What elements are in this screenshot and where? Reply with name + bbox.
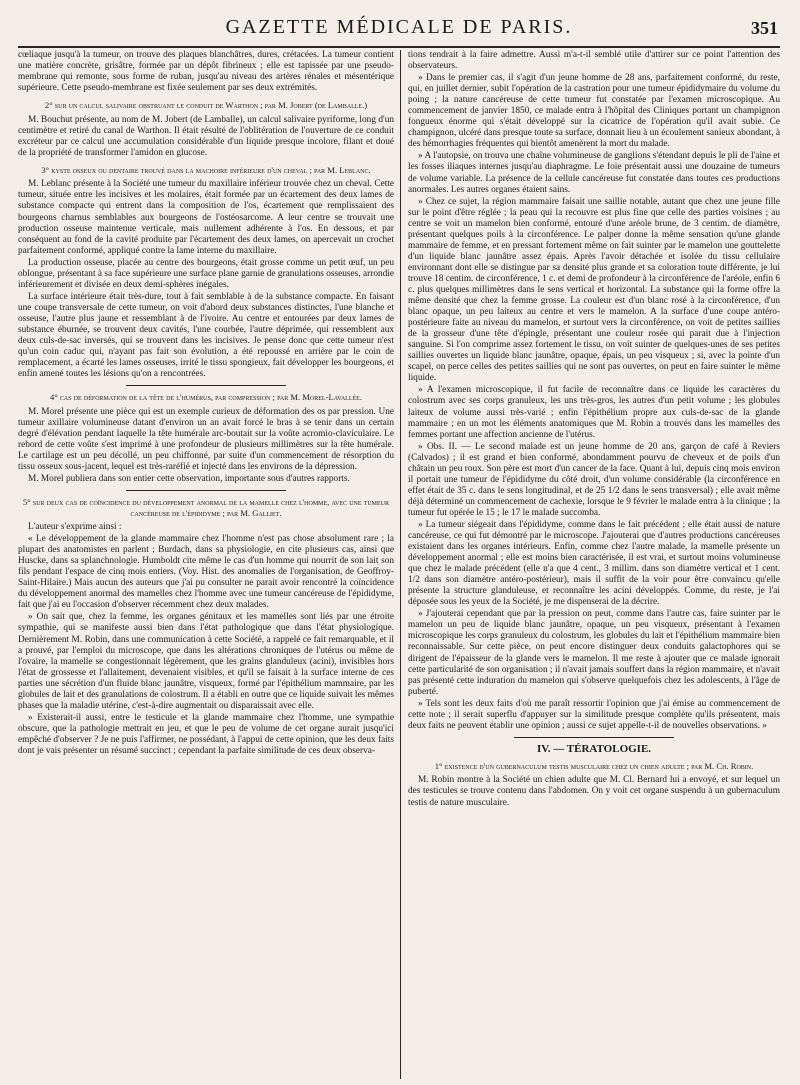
section-divider: [126, 490, 286, 491]
paragraph: » A l'autopsie, on trouva une chaîne volumineuse de ganglions s'étendant depuis le pli de l'aine et les fosses iliaques internes jusqu'au diaphragme. Le foie présentait aussi une douzaine de tumeurs de volume variable. La présence de la cellule cancéreuse fut constatée dans toutes ces productions anormales. Les autres organes étaient sains.: [408, 151, 780, 195]
paragraph: M. Leblanc présente à la Société une tumeur du maxillaire inférieur trouvée chez un cheval. Cette tumeur, située entre les incisives et les molaires, était formée par un écartement des deux lames de substance compacte qui entrent dans la composition de l'os, écartement que remplissaient des bourgeons charnus semblables aux bourgeons de l'ostéosarcome. A leur centre se trouvait une production osseuse maintenue verticale, mais nullement adhérente à l'os. En dessous, et par conséquent au fond de la cavité produite par l'écartement des deux lames, on apercevait un crochet parfaitement conformé, appliqué contre la lame interne du maxillaire.: [18, 179, 394, 256]
journal-title: GAZETTE MÉDICALE DE PARIS.: [225, 16, 573, 38]
paragraph: » Dans le premier cas, il s'agit d'un jeune homme de 28 ans, parfaitement conformé, du reste, qui, en juillet dernier, subit l'opération de la castration pour une tumeur épididymaire du volume du poing ; la nature cancéreuse de cette tumeur fut constatée par l'examen microscopique. Au commencement de janvier 1850, ce malade entra à l'hôpital des Cliniques portant un champignon fongueux énorme qui s'était développé sur la cicatrice de l'opération qu'il avait subie. Ce champignon, ulcéré dans presque toute sa surface, donnait lieu à un écoulement sanieux abondant, à des hémorrhagies fréquentes qui bientôt amenèrent la mort du malade.: [408, 73, 780, 150]
paragraph: La production osseuse, placée au centre des bourgeons, était grosse comme un petit œuf, un peu oblongue, présentant à sa face supérieure une surface plane garnie de granulations osseuses, arrondie inférieurement et divisée en deux demi-sphères inégales.: [18, 257, 394, 290]
paragraph: M. Bouchut présente, au nom de M. Jobert (de Lamballe), un calcul salivaire pyriforme, long d'un centimètre et retiré du canal de Warthon. Il était résulté de l'oblitération de l'ouverture de ce conduit excréteur par ce calcul une accumulation considérable d'un liquide presque incolore, filant et doué de la propriété de transformer l'amidon en glucose.: [18, 114, 394, 158]
paragraph: » J'ajouterai cependant que par la pression on peut, comme dans l'autre cas, faire suinter par le mamelon un peu de liquide blanc jaunâtre, opaque, un peu visqueux, présentant à l'examen microscopique les corps granuleux du colostrum, les globules du lait et l'épithélium mammaire bien reconnaissable. Sur cette pièce, on peut encore distinguer deux conduits galactophores qui se dirigent de l'épaisseur de la glande vers le mamelon. Il me reste à ajouter que ce malade ignorait cette particularité de son organisation ; il n'avait jamais souffert dans la région mammaire, et n'avait pas présenté cette induration du mamelon qui s'observe quelquefois chez les adolescents, à l'âge de puberté.: [408, 609, 780, 697]
right-column: [408, 50, 780, 1081]
chapter-heading: IV. — TÉRATOLOGIE.: [536, 742, 652, 755]
paragraph: » On sait que, chez la femme, les organes génitaux et les mamelles sont liés par une étroite sympathie, qui se manifeste aussi bien dans l'état pathologique que dans l'état physiologique. Dernièrement M. Robin, dans une communication à cette Société, a rappelé ce fait remarquable, et il a prouvé, par l'emploi du microscope, que dans les altérations chroniques de l'utérus ou même de l'ovaire, la mamelle se congestionnait légèrement, que les grains glanduleux (acini), invisibles hors l'état de grossesse et l'allaitement, devenaient visibles, et qu'il se faisait à la surface interne de ces parties une sécrétion d'un fluide blanc jaunâtre, visqueux, formé par l'épithélium mammaire, par les globules de lait et des granulations de colostrum. Il a établi en outre que ce liquide suivait les mêmes phases que la maladie utérine, c'est-à-dire augmentait ou disparaissait avec elle.: [18, 612, 394, 711]
section-heading: 3° kyste osseux ou dentaire trouvé dans la machoire inférieure d'un cheval ; par M. Leblanc.: [41, 164, 371, 175]
section-heading: 5° sur deux cas de coïncidence du développement anormal de la mamelle chez l'homme, avec une tumeur cancéreuse de l'épididyme ; par M. Galliet.: [22, 497, 390, 518]
paragraph: » A l'examen microscopique, il fut facile de reconnaître dans ce liquide les caractères du colostrum avec ses corps granuleux, les uns très-gros, les autres d'un petit volume ; les globules laiteux de volume aussi très-varié ; enfin l'épithélium propre aux culs-de-sac de la glande mammaire ; en un mot les éléments anatomiques que M. Robin a trouvés dans les mamelles des femmes portant une affection ancienne de l'utérus.: [408, 385, 780, 440]
page-number: 351: [751, 18, 778, 38]
page-header: [18, 10, 780, 48]
section-heading: 2° sur un calcul salivaire obstruant le conduit de Warthon ; par M. Jobert (de Lamballe.): [44, 100, 368, 111]
paragraph: cœliaque jusqu'à la tumeur, on trouve des plaques blanchâtres, dures, crétacées. La tumeur contient une matière concrète, grisâtre, formée par un dépôt fibrineux ; elle est tapissée par une pseudo-membrane qui remonte, sous forme de ruban, jusqu'au niveau des artères rénales et mésentérique supérieure. Cette pseudo-membrane est fixée seulement par ses deux extrémités.: [18, 50, 394, 94]
paragraph: tions tendrait à la faire admettre. Aussi m'a-t-il semblé utile d'attirer sur ce point l'attention des observateurs.: [408, 50, 780, 72]
section-divider: [126, 385, 286, 386]
paragraph: M. Morel publiera dans son entier cette observation, importante sous d'autres rapports.: [28, 474, 350, 484]
paragraph: « Le développement de la glande mammaire chez l'homme n'est pas chose absolument rare ; la plupart des anatomistes en parlent ; Burdach, dans sa physiologie, en cite plusieurs cas, ainsi que Huscke, dans sa splanchnologie. Humboldt cite même le cas d'un homme qui nourrit de son lait son fils pendant l'espace de cinq mois entiers. (Voy. Hist. des anomalies de l'organisation, de Geoffroy-Saint-Hilaire.) Mais aucun des auteurs que j'ai pu consulter ne parait avoir rencontré la coïncidence du développement anormal des mamelles chez l'homme avec une tumeur cancéreuse de l'épididyme, fait que j'ai eu l'occasion d'observer récemment chez deux malades.: [18, 534, 394, 611]
left-column: [18, 50, 394, 1081]
paragraph: M. Robin montre à la Société un chien adulte que M. Cl. Bernard lui a envoyé, et sur lequel un des testicules se trouve contenu dans l'abdomen. On y voit cet organe suspendu à un gubernaculum testis de nature musculaire.: [408, 775, 780, 808]
paragraph: M. Morel présente une pièce qui est un exemple curieux de déformation des os par pression. Une tumeur axillaire volumineuse datant d'environ un an avait forcé le bras à se tenir dans un certain degré d'élévation pendant laquelle la tête humérale arc-boutait sur la voûte acromio-claviculaire. Le rebord de cette voûte s'est imprimé à une profondeur de plusieurs millimètres sur la tête humérale. Le cartilage est un peu décollé, un peu chiffonné, par suite d'un commencement de résorption du tissu osseux sous-jacent, lequel est très-raréfié et injecté dans les environs de la dépression.: [18, 406, 394, 472]
paragraph: » Tels sont les deux faits d'où me paraît ressortir l'opinion que j'ai émise au commencement de cette note ; il serait superflu d'appuyer sur la similitude presque complète qu'ils présentent, mais deux faits ne peuvent établir une opinion ; aussi ce sujet appelle-t-il de nouvelles observations. »: [408, 698, 780, 731]
section-heading: 4° cas de déformation de la tête de l'humérus, par compression ; par M. Morel-Lavallée.: [50, 392, 362, 403]
paragraph: » Existerait-il aussi, entre le testicule et la glande mammaire chez l'homme, une sympathie obscure, que la pathologie mettrait en jeu, et que le peu de volume de cet organe aurait jusqu'ici empêché d'observer ? Je ne puis l'affirmer, ne possédant, à l'appui de cette opinion, que les deux faits dont je vais présenter un résumé succinct ; cependant la parfaite similitude de ces deux observa-: [18, 712, 394, 756]
column-divider: [400, 50, 401, 1079]
paragraph: » La tumeur siégeait dans l'épididyme, comme dans le fait précédent ; elle était aussi de nature cancéreuse, ce qui fut démontré par le microscope. J'ajouterai que d'autres productions cancéreuses existaient dans les organes intérieurs. Enfin, comme chez l'autre malade, la mamelle présente un développement anormal ; elle est moins bien caractérisée, il est vrai, et surtout moins volumineuse que chez le malade précédent (elle n'a que 4 cent., 3 millim. dans son diamètre vertical et 1 cent. 1/2 dans son diamètre antéro-postérieur), mais il suffit de la voir pour être convaincu qu'elle présente la structure glanduleuse, et reconnaître les acini développés. Comme, du reste, je l'ai déposée sous les yeux de la Société, je me dispenserai de la décrire.: [408, 519, 780, 608]
section-divider: [514, 737, 674, 738]
paragraph: » Obs. II. — Le second malade est un jeune homme de 20 ans, garçon de café à Reviers (Calvados) ; il est grand et bien conformé, abondamment pourvu de cheveux et de poils d'un châtain un peu roux. Son père est mort d'un cancer de la face. Quant à lui, depuis cinq mois environ il portait une tumeur de l'épididyme du côté droit, d'un volume considérable (la circonférence en effet était de 35 c. dans le sens longitudinal, et de 25 1/2 dans le sens transversal) ; elle avait même déjà déterminé un commencement de cachexie, lorsque le 9 février le malade entra à la clinique ; la tumeur fut opérée le 15 ; le 17 le malade succomba.: [408, 441, 780, 518]
paragraph: » Chez ce sujet, la région mammaire faisait une saillie notable, autant que chez une jeune fille sur le point d'être réglée ; la peau qui la recouvre est plus fine que celle des parties voisines ; au centre se voit un mamelon bien conformé, entouré d'une aréole brune, de 3 centim. de diamètre, présentant quelques poils à la circonférence. Le palper donne la même sensation qu'une glande mammaire de femme, et en pressant fortement même on fait suinter par le mamelon une gouttelette d'un liquide blanc jaunâtre assez épais. Après l'avoir détachée et isolée du tissu cellulaire environnant dont elle se distingue par sa densité plus grande et sa coloration toute différente, je lui trouve 18 centim. de circonférence, 1 c. et demi de profondeur à la circonférence de l'aréole, enfin 6 c. plus quelques millimètres dans le sens vertical et horizontal. La substance qui la forme offre la même densité que chez la femme grosse. La couleur est d'un blanc rosé à la circonférence, d'un blanc opaque, un peu laiteux au centre et vers le mamelon. A la surface d'une coupe antéro-postérieure faite au niveau du mamelon, et surtout vers la circonférence, on voit de petites saillies de la grosseur d'une tête d'épingle, présentant une couleur rosée qui parait due à l'injection sanguine. Si l'on comprime assez fortement le tissu, on voit suinter de quelques-unes de ses petites saillies ouvertes un liquide blanc jaunâtre, opaque, épais, un peu visqueux ; si, avec la pointe d'un scapel, on perce celles des petites saillies qui ne sont pas ouvertes, on peut en faire suinter le même liquide.: [408, 196, 780, 384]
paragraph: L'auteur s'exprime ainsi :: [28, 522, 122, 533]
section-heading: 1° existence d'un gubernaculum testis musculaire chez un chien adulte ; par M. Ch. Robin.: [434, 760, 754, 771]
paragraph: La surface intérieure était très-dure, tout à fait semblable à de la substance compacte. En faisant une coupe transversale de cette tumeur, on voit d'abord deux substances distinctes, l'une blanche et osseuse, l'autre plus jaune et ressemblant à de l'ivoire. Au centre et entourées par deux lames de substance éburnée, se trouvent deux cavités, l'une courbée, l'autre déprimée, qui ressemblent aux deux culs-de-sac inversés, qui se trouvent dans les incisives. Je pense donc que cette tumeur n'est qu'un coin caduc qui, n'ayant pas fait son évolution, a été repoussé en arrière par le coin de remplacement, a écarté les lames osseuses, irrité le tissu spongieux, fait développer les bourgeons, et enfin amené toutes les lésions qu'on a rencontrées.: [18, 291, 394, 380]
